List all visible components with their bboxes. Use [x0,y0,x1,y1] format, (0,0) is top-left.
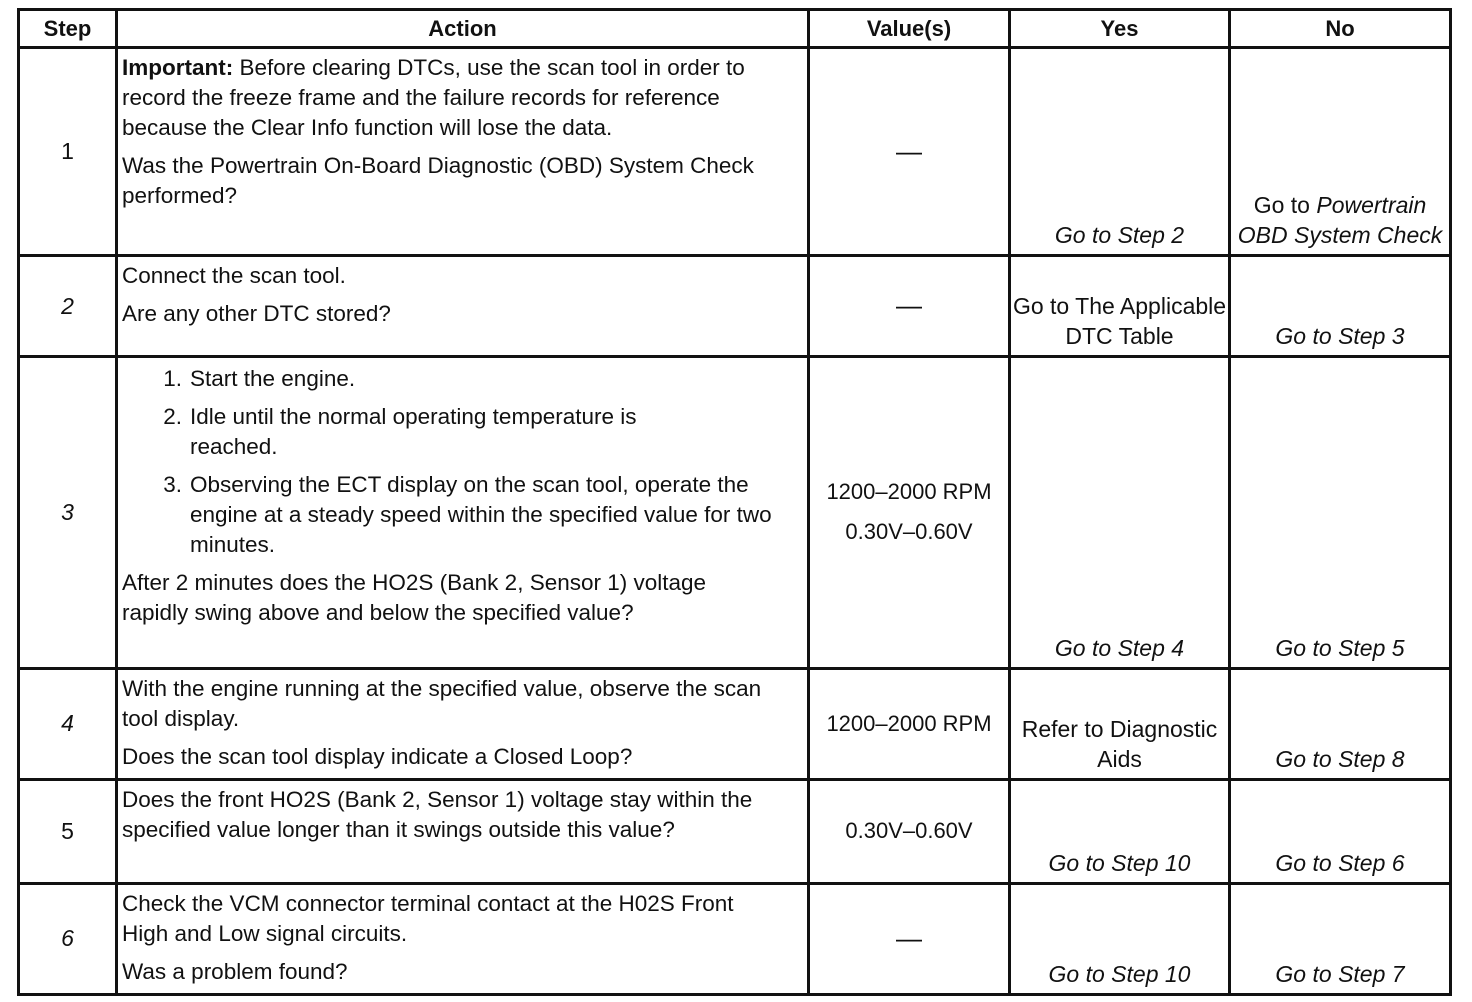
yes-cell: Refer to Diagnostic Aids [1010,668,1230,779]
diagnostic-table [17,8,1452,996]
table-row [19,668,1451,779]
header-action: Action [117,10,809,48]
no-prefix: Go to [1253,192,1317,219]
table-row [19,256,1451,357]
list-item: 1. Start the engine. [163,366,356,392]
yes-cell: Go to The Applicable DTC Table [1010,256,1230,357]
header-step: Step [19,10,117,48]
header-values: Value(s) [809,10,1010,48]
action-question: Does the front HO2S (Bank 2, Sensor 1) voltage stay within the specified value longer than it swings outside this value? [122,786,753,842]
value-voltage: 0.30V–0.60V [845,519,973,545]
table-row [19,779,1451,883]
value-cell: 1200–2000 RPM [809,668,1010,779]
no-cell: Go to Step 5 [1230,357,1451,668]
action-cell [117,668,809,779]
step-number: 3 [19,357,117,668]
header-no: No [1230,10,1451,48]
header-row [19,10,1451,48]
no-cell: Go to Step 6 [1230,779,1451,883]
step-number: 1 [19,48,117,256]
action-line: With the engine running at the specified value, observe the scan tool display. [122,675,762,731]
no-link-text: Powertrain OBD System Check [1237,192,1443,249]
action-question: Was a problem found? [122,958,348,984]
list-item: 2. Idle until the normal operating temperature is reached. [163,404,637,460]
action-question: Was the Powertrain On-Board Diagnostic (OBD) System Check performed? [122,153,754,209]
action-cell [117,779,809,883]
yes-cell: Go to Step 4 [1010,357,1230,668]
action-cell [117,883,809,994]
important-label: Important: [122,55,234,81]
no-cell: Go to Step 7 [1230,883,1451,994]
value-rpm: 1200–2000 RPM [826,479,992,505]
header-yes: Yes [1010,10,1230,48]
value-cell [809,48,1010,256]
important-text: Before clearing DTCs, use the scan tool in order to record the freeze frame and the failure records for reference because the Clear Info function will lose the data. [122,55,745,141]
table-row [19,883,1451,994]
value-cell [809,256,1010,357]
yes-cell: Go to Step 10 [1010,779,1230,883]
no-cell [1230,48,1451,256]
action-cell [117,357,809,668]
no-cell: Go to Step 8 [1230,668,1451,779]
important-note [122,53,801,143]
step-number: 6 [19,883,117,994]
action-cell [117,256,809,357]
action-line: Connect the scan tool. [122,263,346,289]
value-cell [809,357,1010,668]
yes-cell: Go to Step 2 [1010,48,1230,256]
table-row [19,48,1451,256]
step-number: 5 [19,779,117,883]
action-cell [117,48,809,256]
table-row [19,357,1451,668]
no-cell: Go to Step 3 [1230,256,1451,357]
value-cell [809,883,1010,994]
value-dash: — [896,290,922,321]
action-question: Does the scan tool display indicate a Closed Loop? [122,743,633,769]
value-cell: 0.30V–0.60V [809,779,1010,883]
action-question: After 2 minutes does the HO2S (Bank 2, Sensor 1) voltage rapidly swing above and below the specified value? [122,570,707,626]
action-question: Are any other DTC stored? [122,301,391,327]
action-line: Check the VCM connector terminal contact at the H02S Front High and Low signal circuits. [122,890,734,946]
step-number: 2 [19,256,117,357]
value-dash: — [896,922,922,953]
step-number: 4 [19,668,117,779]
list-item: 3. Observing the ECT display on the scan tool, operate the engine at a steady speed within the specified value for two minutes. [163,472,772,558]
yes-cell: Go to Step 10 [1010,883,1230,994]
value-dash: — [896,135,922,166]
procedure-list [122,364,801,560]
